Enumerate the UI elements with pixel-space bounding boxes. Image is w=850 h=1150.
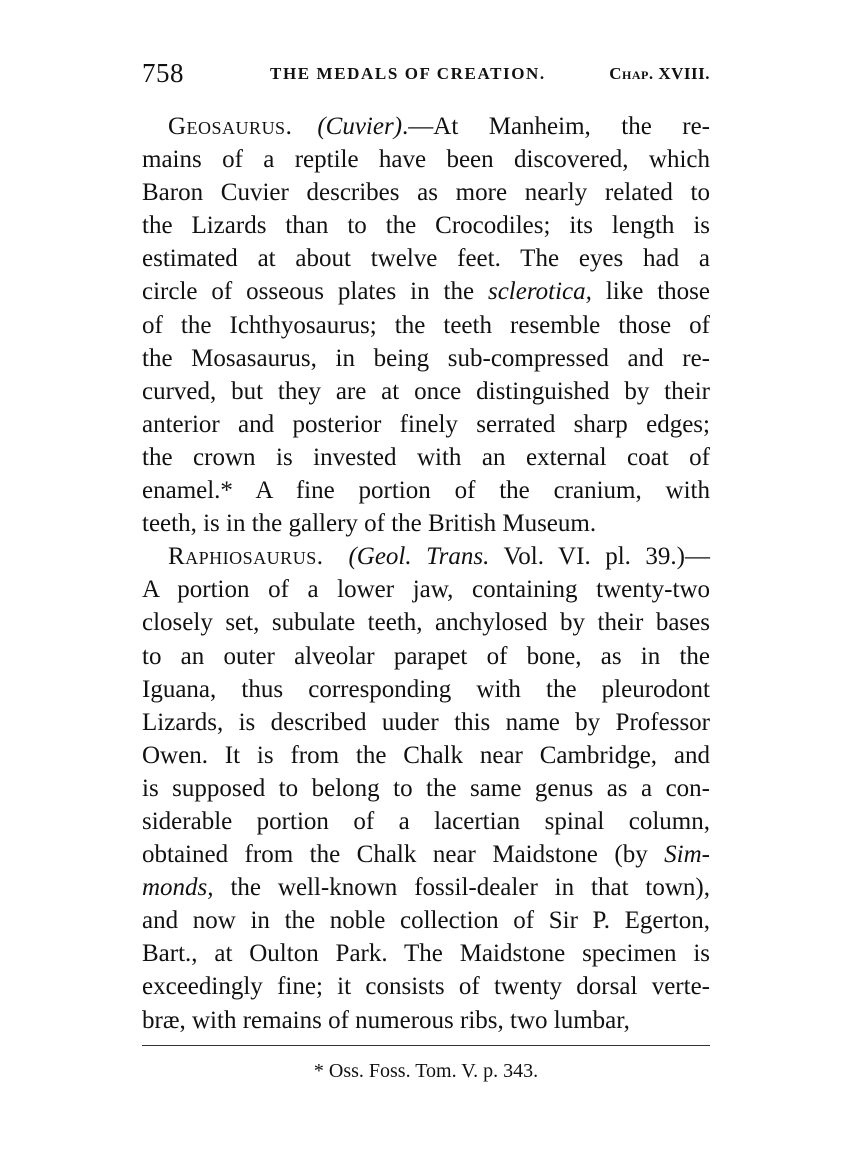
line-text: the Lizards than to the Crocodiles; its length is (142, 212, 710, 240)
text-line (142, 673, 710, 706)
line-text: the Mosasaurus, in being sub-compressed and re- (142, 344, 710, 372)
text-line (142, 606, 710, 639)
line-text: siderable portion of a lacertian spinal column, (142, 807, 710, 835)
text-line (142, 110, 710, 143)
line-text: like those (591, 278, 711, 306)
line-text: circle of osseous plates in the (142, 278, 488, 306)
line-text: mains of a reptile have been discovered, which (142, 146, 710, 174)
line-text: Vol. VI. pl. 39.)— (489, 543, 711, 571)
line-text: and now in the noble collection of Sir P. Egerton, (142, 907, 710, 935)
body-text (142, 110, 710, 1037)
line-text: the crown is invested with an external coat of (142, 443, 710, 471)
paragraph (142, 540, 710, 1036)
running-title: THE MEDALS OF CREATION. (270, 64, 546, 83)
footnote: * Oss. Foss. Tom. V. p. 343. (313, 1060, 539, 1082)
text-line (142, 640, 710, 673)
italic-text: (Cuvier) (317, 113, 403, 140)
text-line (142, 1004, 710, 1037)
text-line (142, 706, 710, 739)
footnote-rule (142, 1045, 710, 1046)
line-text: curved, but they are at once distinguished by their (142, 377, 710, 405)
text-line (142, 408, 710, 441)
line-text: to an outer alveolar parapet of bone, as in the (142, 642, 710, 670)
text-line (142, 838, 710, 871)
page-number: 758 (142, 58, 184, 88)
line-text: obtained from the Chalk near Maidstone (by (142, 841, 665, 869)
line-text: A portion of a lower jaw, containing twenty-two (142, 576, 710, 604)
line-text: .—At Manheim, the re- (402, 113, 710, 140)
paragraph (142, 110, 710, 540)
line-text: teeth, is in the gallery of the British Museum. (142, 510, 597, 538)
genus-name: Geosaurus. (168, 113, 293, 140)
text-line (142, 474, 710, 507)
line-text: Bart., at Oulton Park. The Maidstone specimen is (142, 940, 710, 968)
line-text: Iguana, thus corresponding with the pleurodont (142, 675, 710, 703)
text-line (142, 772, 710, 805)
text-line (142, 540, 710, 573)
line-text: Baron Cuvier describes as more nearly related to (142, 179, 710, 207)
text-line (142, 904, 710, 937)
text-line (142, 342, 710, 375)
line-text: anterior and posterior finely serrated sharp edges; (142, 410, 710, 438)
text-line (142, 507, 710, 540)
text-line (142, 242, 710, 275)
line-text: is supposed to belong to the same genus as a con- (142, 774, 710, 802)
text-line (142, 309, 710, 342)
line-text: Owen. It is from the Chalk near Cambridge, and (142, 741, 710, 769)
line-text: closely set, subulate teeth, anchylosed by their bases (142, 609, 710, 637)
italic-text: sclerotica, (487, 278, 592, 306)
text-line (142, 143, 710, 176)
text-line (142, 176, 710, 209)
chapter-label: Chap. XVIII. (609, 64, 710, 83)
text-line (142, 441, 710, 474)
line-text: bræ, with remains of numerous ribs, two lumbar, (142, 1006, 630, 1034)
text-line (142, 871, 710, 904)
text-line (142, 739, 710, 772)
line-text: enamel.* A fine portion of the cranium, with (142, 477, 710, 505)
line-text: of the Ichthyosaurus; the teeth resemble those of (142, 311, 710, 339)
text-line (142, 375, 710, 408)
italic-text: monds, (142, 874, 214, 902)
italic-text: (Geol. Trans. (348, 543, 490, 571)
text-line (142, 970, 710, 1003)
text-line (142, 573, 710, 606)
line-text: estimated at about twelve feet. The eyes had a (142, 245, 710, 273)
text-line (142, 275, 710, 308)
line-text: the well-known fossil-dealer in that town), (213, 874, 710, 902)
text-line (142, 209, 710, 242)
text-line (142, 805, 710, 838)
running-header (142, 58, 710, 94)
line-text: Lizards, is described uuder this name by Professor (142, 708, 710, 736)
line-text: exceedingly fine; it consists of twenty dorsal verte- (142, 973, 710, 1001)
italic-text: Sim- (664, 841, 710, 869)
text-line (142, 937, 710, 970)
genus-name: Raphiosaurus. (168, 543, 324, 571)
